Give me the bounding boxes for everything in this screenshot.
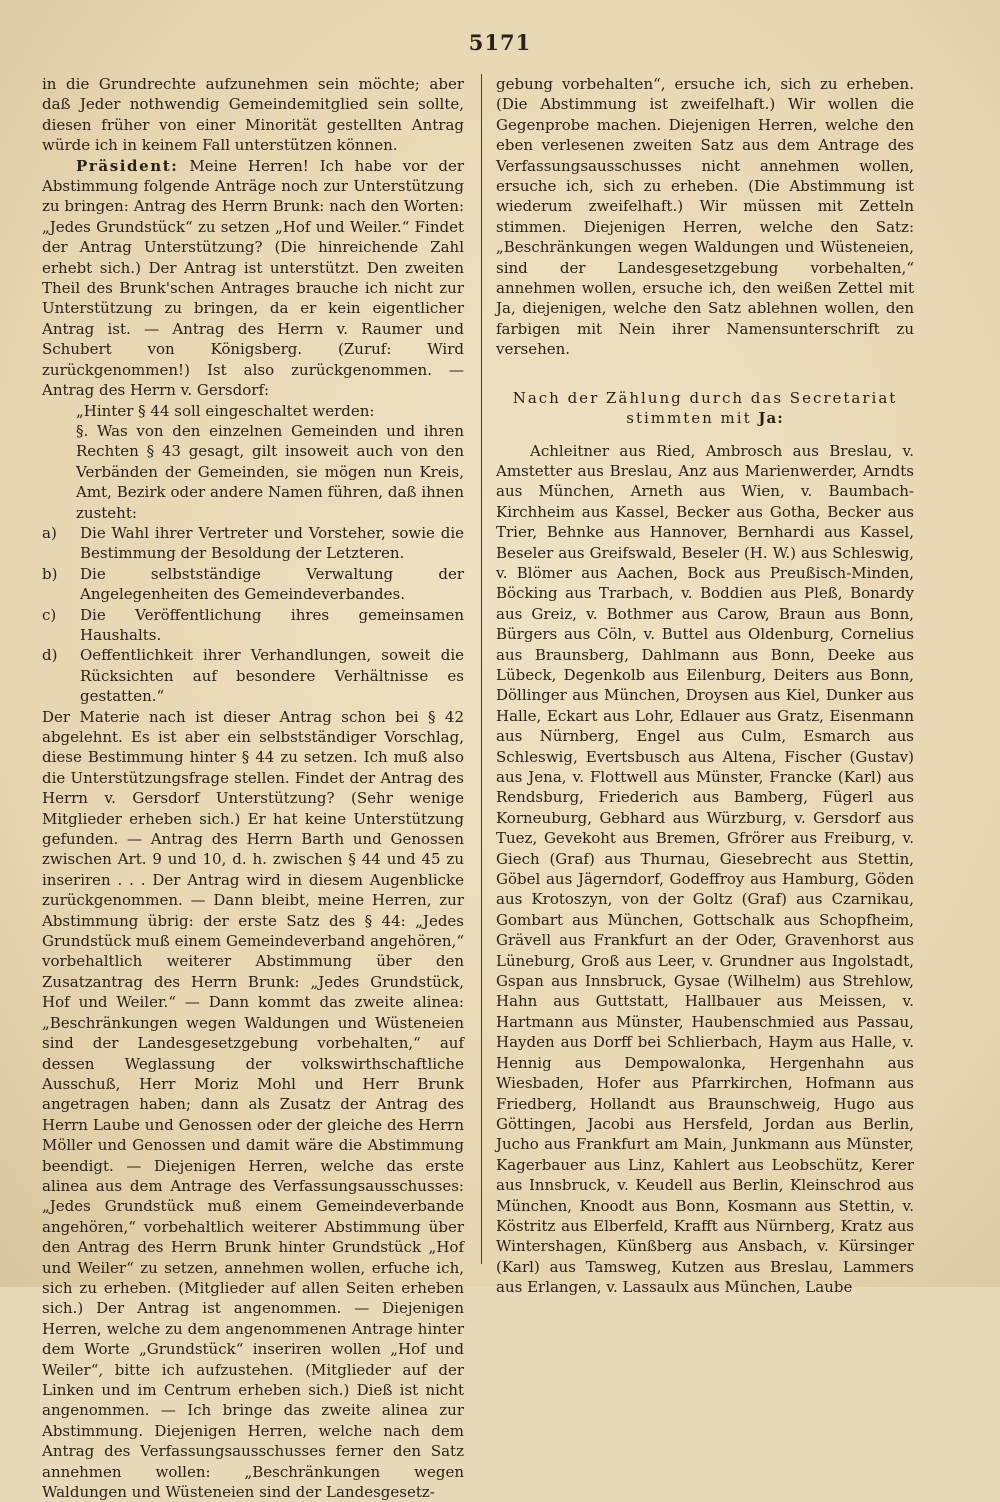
list-text: Die selbstständige Verwaltung der Angelegenheiten des Gemeindeverbandes. — [80, 564, 464, 604]
list-label: b) — [42, 564, 58, 583]
president-paragraph — [42, 156, 464, 401]
page-number: 5171 — [468, 30, 532, 55]
list-label: a) — [42, 523, 57, 542]
left-column — [42, 74, 464, 1502]
list-item — [42, 523, 464, 564]
heading-prefix: stimmten mit — [626, 409, 752, 428]
heading-ja: Ja: — [758, 409, 784, 428]
vote-procedure-paragraph: Der Materie nach ist dieser Antrag schon bei § 42 abgelehnt. Es ist aber ein selbstständiger Vorschlag, diese Bestimmung hinter § 44 zu setzen. Ich muß also die Unterstützungsfrage stellen. Findet der Antrag des Herrn v. Gersdorf Unterstützung? (Sehr wenige Mitglieder erheben sich.) Er hat keine Unterstützung gefunden. — Antrag des Herrn Barth und Genossen zwischen Art. 9 und 10, d. h. zwischen § 44 und 45 zu inseriren . . . Der Antrag wird in diesem Augenblicke zurückgenommen. — Dann bleibt, meine Herren, zur Abstimmung übrig: der erste Satz des § 44: „Jedes Grundstück muß einem Gemeindeverband angehören,“ vorbehaltlich weiterer Abstimmung über den Zusatzantrag des Herrn Brunk: „Jedes Grundstück, Hof und Weiler.“ — Dann kommt das zweite alinea: „Beschränkungen wegen Waldungen und Wüsteneien sind der Landesgesetzgebung vorbehalten,“ auf dessen Weglassung der volkswirthschaftliche Ausschuß, Herr Moriz Mohl und Herr Brunk angetragen haben; dann als Zusatz der Antrag des Herrn Laube und Genossen oder der gleiche des Herrn Möller und Genossen und damit wäre die Abstimmung beendigt. — Diejenigen Herren, welche das erste alinea aus dem Antrage des Verfassungsausschusses: „Jedes Grundstück muß einem Gemeindeverbande angehören,“ vorbehaltlich weiterer Abstimmung über den Antrag des Herrn Brunk hinter Grundstück „Hof und Weiler“ zu setzen, annehmen wollen, erfuche ich, sich zu erheben. (Mitglieder auf allen Seiten erheben sich.) Der Antrag ist angenommen. — Diejenigen Herren, welche zu dem angenommenen Antrage hinter dem Worte „Grundstück“ inseriren wollen „Hof und Weiler“, bitte ich aufzustehen. (Mitglieder auf der Linken und im Centrum erheben sich.) Dieß ist nicht angenommen. — Ich bringe das zweite alinea zur Abstimmung. Diejenigen Herren, welche nach dem Antrag des Verfassungsausschusses ferner den Satz annehmen wollen: „Beschränkungen wegen Waldungen und Wüsteneien sind der Landesgesetz- — [42, 707, 464, 1502]
right-column — [496, 74, 914, 1298]
vote-result-heading — [496, 388, 914, 429]
quote-paragraph: §. Was von den einzelnen Gemeinden und ihren Rechten § 43 gesagt, gilt insoweit auch von den Verbänden der Gemeinden, sie mögen nun Kreis, Amt, Bezirk oder andere Namen führen, daß ihnen zusteht: — [76, 421, 464, 522]
list-text: Die Veröffentlichung ihres gemeinsamen Haushalts. — [80, 605, 464, 644]
list-text: Die Wahl ihrer Vertreter und Vorsteher, sowie die Bestimmung der Besoldung der Letzteren. — [80, 523, 464, 563]
list-item — [42, 645, 464, 706]
continuation-paragraph: gebung vorbehalten“, ersuche ich, sich zu erheben. (Die Abstimmung ist zweifelhaft.) Wir wollen die Gegenprobe machen. Diejenigen Herren, welche den eben verlesenen zweiten Satz aus dem Antrage des Verfassungsausschusses nicht annehmen wollen, ersuche ich, sich zu erheben. (Die Abstimmung ist wiederum zweifelhaft.) Wir müssen mit Zetteln stimmen. Diejenigen Herren, welche den Satz: „Beschränkungen wegen Waldungen und Wüsteneien, sind der Landesgesetzgebung vorbehalten,“ annehmen wollen, ersuche ich, den weißen Zettel mit Ja, diejenigen, welche den Satz ablehnen wollen, den farbigen mit Nein ihrer Namensunterschrift zu versehen. — [496, 75, 914, 359]
speaker-name: Präsident: — [76, 156, 179, 175]
list-label: d) — [42, 646, 58, 665]
quote-line: „Hinter § 44 soll eingeschaltet werden: — [76, 401, 375, 420]
heading-line-2 — [496, 408, 914, 428]
intro-paragraph: in die Grundrechte aufzunehmen sein möchte; aber daß Jeder nothwendig Gemeindemitglied sein sollte, diesen früher von einer Minorität gestellten Antrag würde ich in keinem Fall unterstützen können. — [42, 75, 464, 155]
heading-line-1: Nach der Zählung durch das Secretariat — [512, 388, 898, 407]
column-divider — [481, 74, 482, 1264]
president-text: Meine Herren! Ich habe vor der Abstimmung folgende Anträge noch zur Unterstützung zu bringen: Antrag des Herrn Brunk: nach den Worten: „Jedes Grundstück“ zu setzen „Hof und Weiler.“ Findet der Antrag Unterstützung? (Die hinreichende Zahl erhebt sich.) Der Antrag ist unterstützt. Den zweiten Theil des Brunk'schen Antrages brauche ich nicht zur Unterstützung zu bringen, da er kein eigentlicher Antrag ist. — Antrag des Herrn v. Raumer und Schubert von Königsberg. (Zuruf: Wird zurückgenommen!) Ist also zurückgenommen. — Antrag des Herrn v. Gersdorf: — [42, 156, 464, 400]
voter-names-list: Achleitner aus Ried, Ambrosch aus Breslau, v. Amstetter aus Breslau, Anz aus Marienwerder, Arndts aus München, Arneth aus Wien, v. Baumbach-Kirchheim aus Kassel, Becker aus Gotha, Becker aus Trier, Behnke aus Hannover, Bernhardi aus Kassel, Beseler aus Greifswald, Beseler (H. W.) aus Schleswig, v. Blömer aus Aachen, Bock aus Preußisch-Minden, Böcking aus Trarbach, v. Boddien aus Pleß, Bonardy aus Greiz, v. Bothmer aus Carow, Braun aus Bonn, Bürgers aus Cöln, v. Buttel aus Oldenburg, Cornelius aus Braunsberg, Dahlmann aus Bonn, Deeke aus Lübeck, Degenkolb aus Eilenburg, Deiters aus Bonn, Döllinger aus München, Droysen aus Kiel, Dunker aus Halle, Eckart aus Lohr, Edlauer aus Gratz, Eisenmann aus Nürnberg, Engel aus Culm, Esmarch aus Schleswig, Evertsbusch aus Altena, Fischer (Gustav) aus Jena, v. Flottwell aus Münster, Francke (Karl) aus Rendsburg, Friederich aus Bamberg, Fügerl aus Korneuburg, Gebhard aus Würzburg, v. Gersdorf aus Tuez, Gevekoht aus Bremen, Gfrörer aus Freiburg, v. Giech (Graf) aus Thurnau, Giesebrecht aus Stettin, Göbel aus Jägerndorf, Godeffroy aus Hamburg, Göden aus Krotoszyn, von der Goltz (Graf) aus Czarnikau, Gombart aus München, Gottschalk aus Schopfheim, Grävell aus Frankfurt an der Oder, Gravenhorst aus Lüneburg, Groß aus Leer, v. Grundner aus Ingolstadt, Gspan aus Innsbruck, Gysae (Wilhelm) aus Strehlow, Hahn aus Guttstatt, Hallbauer aus Meissen, v. Hartmann aus Münster, Haubenschmied aus Passau, Hayden aus Dorff bei Schlierbach, Haym aus Halle, v. Hennig aus Dempowalonka, Hergenhahn aus Wiesbaden, Hofer aus Pfarrkirchen, Hofmann aus Friedberg, Hollandt aus Braunschweig, Hugo aus Göttingen, Jacobi aus Hersfeld, Jordan aus Berlin, Jucho aus Frankfurt am Main, Junkmann aus Münster, Kagerbauer aus Linz, Kahlert aus Leobschütz, Kerer aus Innsbruck, v. Keudell aus Berlin, Kleinschrod aus München, Knoodt aus Bonn, Kosmann aus Stettin, v. Köstritz aus Elberfeld, Krafft aus Nürnberg, Kratz aus Wintershagen, Künßberg aus Ansbach, v. Kürsinger (Karl) aus Tamsweg, Kutzen aus Breslau, Lammers aus Erlangen, v. Lassaulx aus München, Laube — [496, 441, 914, 1297]
list-item — [42, 564, 464, 605]
list-label: c) — [42, 605, 57, 624]
list-text: Oeffentlichkeit ihrer Verhandlungen, soweit die Rücksichten auf besondere Verhältnisse es gestatten.“ — [80, 646, 464, 706]
list-item — [42, 605, 464, 646]
